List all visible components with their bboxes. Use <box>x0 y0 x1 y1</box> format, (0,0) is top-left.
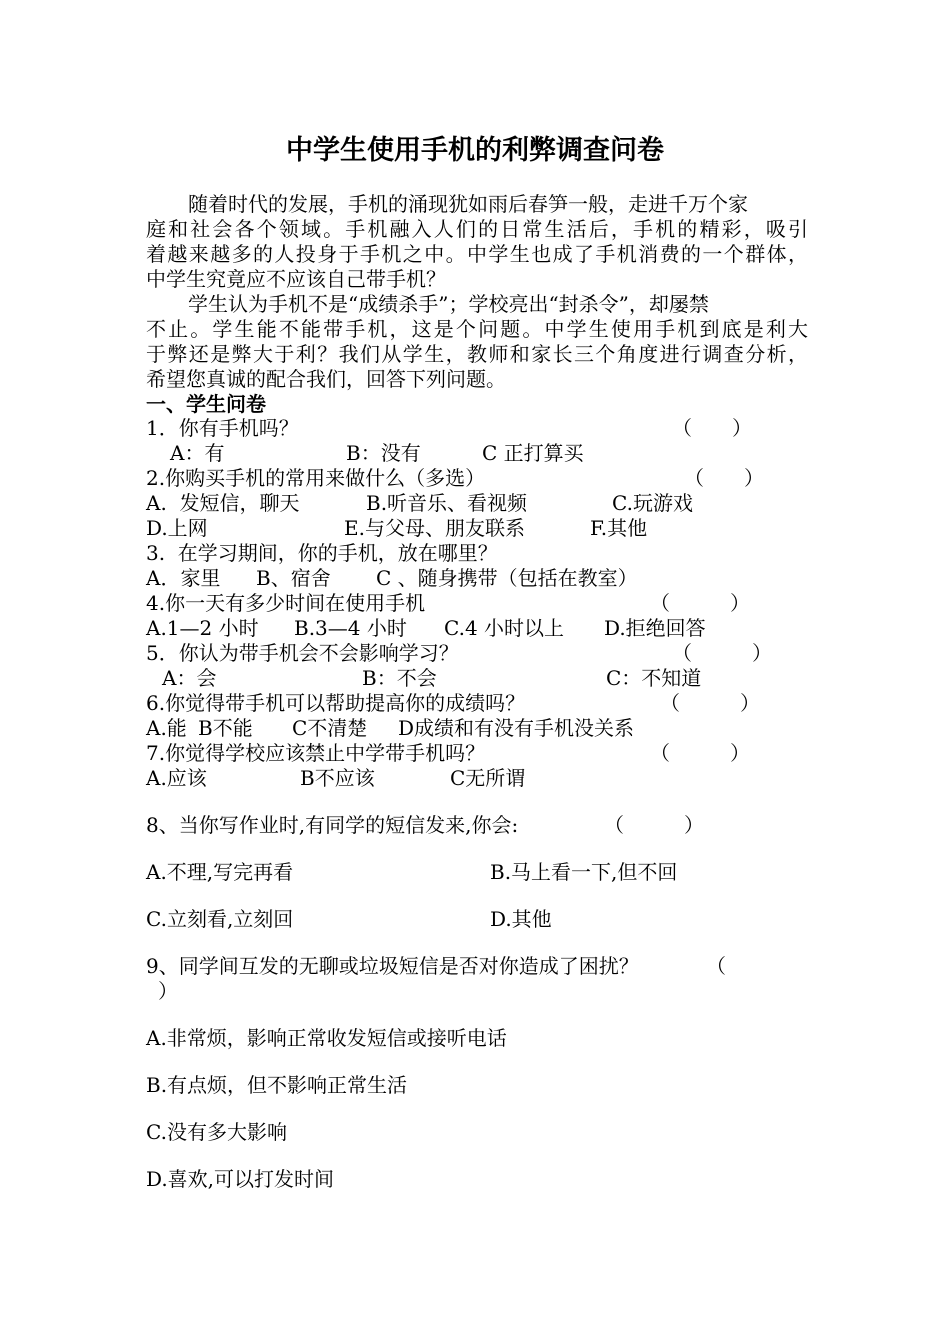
answer-blank-4[interactable]: （ ） <box>650 591 750 615</box>
q1-option-c[interactable]: C 正打算买 <box>482 441 584 465</box>
intro-p1-line2: 庭和社会各个领域。手机融入人们的日常生活后，手机的精彩，吸引 <box>146 217 808 241</box>
intro-p1-line4: 中学生究竟应不应该自己带手机？ <box>146 267 446 291</box>
q9-option-c[interactable]: C.没有多大影响 <box>146 1120 287 1144</box>
question-6: 6.你觉得带手机可以帮助提高你的成绩吗？ <box>146 691 526 715</box>
q2-option-f[interactable]: F.其他 <box>590 516 648 540</box>
question-9: 9、同学间互发的无聊或垃圾短信是否对你造成了困扰？ <box>146 954 639 978</box>
q7-option-b[interactable]: B不应该 <box>300 766 375 790</box>
q8-option-a[interactable]: A.不理,写完再看 <box>146 860 294 884</box>
q2-option-a[interactable]: A. 发短信，聊天 <box>146 491 300 515</box>
document-title: 中学生使用手机的利弊调查问卷 <box>286 135 664 166</box>
q9-option-a[interactable]: A.非常烦，影响正常收发短信或接听电话 <box>146 1026 507 1050</box>
q4-option-b[interactable]: B.3—4 小时 <box>294 616 407 640</box>
q4-option-d[interactable]: D.拒绝回答 <box>604 616 706 640</box>
q8-option-b[interactable]: B.马上看一下,但不回 <box>490 860 678 884</box>
q8-option-d[interactable]: D.其他 <box>490 907 552 931</box>
q2-option-d[interactable]: D.上网 <box>146 516 208 540</box>
question-8: 8、当你写作业时,有同学的短信发来,你会: <box>146 813 519 837</box>
q5-option-a[interactable]: A：会 <box>162 666 217 690</box>
q1-option-b[interactable]: B：没有 <box>346 441 421 465</box>
q6-option-c[interactable]: C不清楚 <box>292 716 368 740</box>
q3-option-c[interactable]: C 、随身携带（包括在教室） <box>376 566 638 590</box>
q6-option-d[interactable]: D成绩和有没有手机没关系 <box>398 716 635 740</box>
q2-option-e[interactable]: E.与父母、朋友联系 <box>344 516 525 540</box>
section-heading-student: 一、学生问卷 <box>146 392 266 416</box>
q3-option-a[interactable]: A．家里 <box>146 566 221 590</box>
intro-p2-line4: 希望您真诚的配合我们，回答下列问题。 <box>146 367 506 391</box>
q9-option-d[interactable]: D.喜欢,可以打发时间 <box>146 1167 335 1191</box>
answer-blank-9-close[interactable]: ） <box>158 979 178 1003</box>
q9-option-b[interactable]: B.有点烦，但不影响正常生活 <box>146 1073 408 1097</box>
q4-option-a[interactable]: A.1—2 小时 <box>146 616 259 640</box>
question-3: 3. 在学习期间，你的手机，放在哪里？ <box>146 541 498 565</box>
question-4: 4.你一天有多少时间在使用手机 <box>146 591 426 615</box>
q7-option-c[interactable]: C无所谓 <box>450 766 526 790</box>
intro-p2-line1: 学生认为手机不是“成绩杀手”；学校亮出“封杀令”，却屡禁 <box>188 292 709 316</box>
question-7: 7.你觉得学校应该禁止中学带手机吗？ <box>146 741 486 765</box>
answer-blank-8[interactable]: （ ） <box>604 813 704 837</box>
question-2: 2.你购买手机的常用来做什么（多选） <box>146 466 486 490</box>
q5-option-b[interactable]: B：不会 <box>362 666 437 690</box>
intro-p2-line3: 于弊还是弊大于利？我们从学生，教师和家长三个角度进行调查分析， <box>146 342 808 366</box>
answer-blank-9-open[interactable]: （ <box>706 954 726 978</box>
question-1: 1．你有手机吗？ <box>146 416 299 440</box>
question-5: 5．你认为带手机会不会影响学习？ <box>146 641 459 665</box>
q2-option-c[interactable]: C.玩游戏 <box>612 491 693 515</box>
q3-option-b[interactable]: B、宿舍 <box>256 566 331 590</box>
q7-option-a[interactable]: A.应该 <box>146 766 207 790</box>
answer-blank-1[interactable]: （ ） <box>672 416 752 440</box>
answer-blank-2[interactable]: （ ） <box>684 466 764 490</box>
answer-blank-5[interactable]: （ ） <box>672 641 772 665</box>
answer-blank-6[interactable]: （ ） <box>660 691 760 715</box>
q6-option-a[interactable]: A.能 <box>146 716 187 740</box>
intro-p1-line3: 着越来越多的人投身于手机之中。中学生也成了手机消费的一个群体， <box>146 242 808 266</box>
q6-option-b[interactable]: B不能 <box>198 716 253 740</box>
answer-blank-7[interactable]: （ ） <box>650 741 750 765</box>
q4-option-c[interactable]: C.4 小时以上 <box>444 616 565 640</box>
intro-p2-line2: 不止。学生能不能带手机，这是个问题。中学生使用手机到底是利大 <box>146 317 808 341</box>
intro-p1-line1: 随着时代的发展，手机的涌现犹如雨后春笋一般，走进千万个家 <box>188 192 748 216</box>
q5-option-c[interactable]: C：不知道 <box>606 666 702 690</box>
q8-option-c[interactable]: C.立刻看,立刻回 <box>146 907 294 931</box>
q2-option-b[interactable]: B.听音乐、看视频 <box>366 491 528 515</box>
q1-option-a[interactable]: A：有 <box>170 441 225 465</box>
